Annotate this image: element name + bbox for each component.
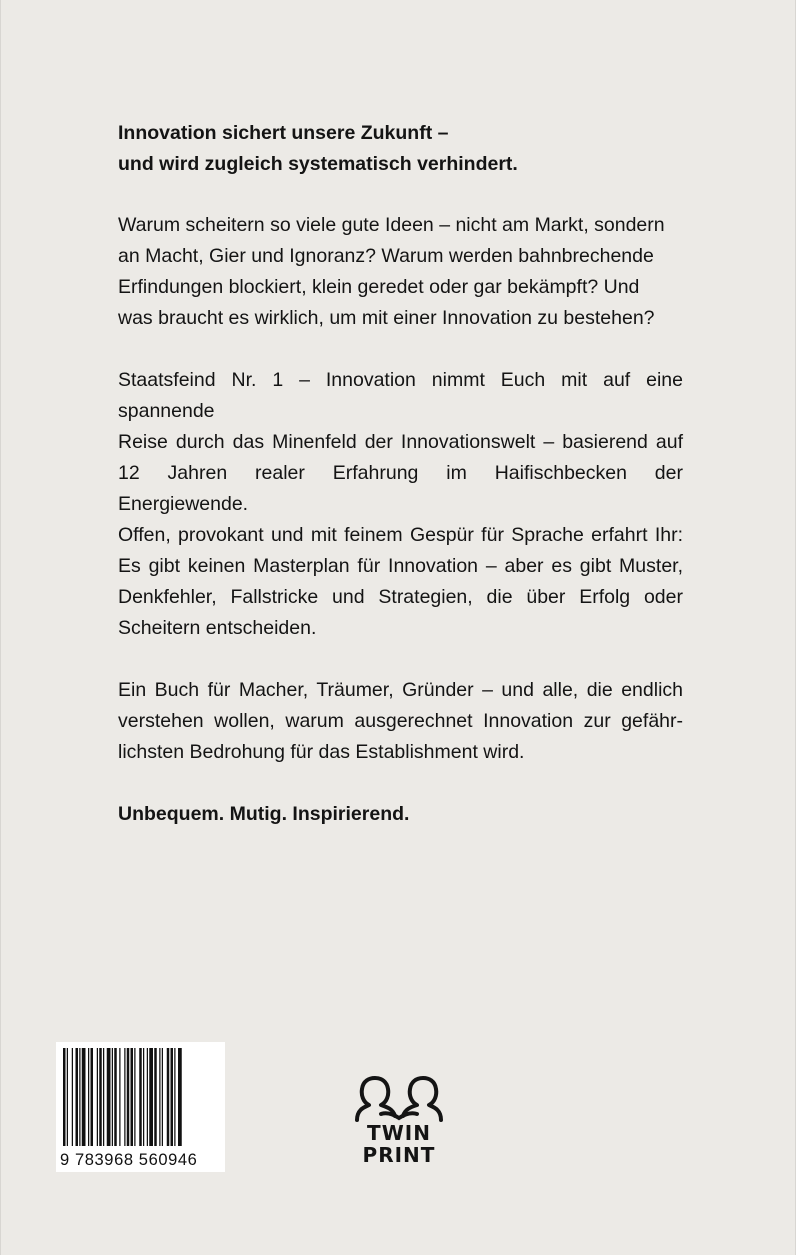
blurb (118, 118, 683, 830)
paragraph-line: Warum scheitern so viele gute Ideen – nicht am Markt, sondern (118, 214, 665, 236)
paragraph-line: Offen, provokant und mit feinem Gespür für Sprache erfahrt Ihr: (118, 524, 683, 546)
paragraph-2 (118, 365, 683, 644)
barcode-bar (99, 1048, 102, 1146)
barcode-bar (112, 1048, 113, 1146)
barcode-bar (67, 1048, 68, 1146)
barcode-bar (143, 1048, 144, 1146)
barcode-bar (154, 1048, 157, 1146)
barcode-bar (91, 1048, 94, 1146)
paragraph-line: Scheitern entscheiden. (118, 617, 317, 639)
paragraph-line: Denkfehler, Fallstricke und Strategien, die über Erfolg oder (118, 586, 683, 608)
barcode-bar (139, 1048, 142, 1146)
paragraph-line: was braucht es wirklich, um mit einer Innovation zu bestehen? (118, 307, 655, 329)
barcode-bar (72, 1048, 73, 1146)
publisher-name-line-1: TWIN (367, 1121, 431, 1145)
barcode-bar (76, 1048, 79, 1146)
paragraph-line: an Macht, Gier und Ignoranz? Warum werden bahnbrechende (118, 245, 654, 267)
paragraph-line: Es gibt keinen Masterplan für Innovation – aber es gibt Muster, (118, 555, 683, 577)
barcode-bar (79, 1048, 80, 1146)
barcode-bars (62, 1048, 219, 1146)
barcode-bar (107, 1048, 111, 1146)
barcode-bar (159, 1048, 160, 1146)
paragraph-line: Erfindungen blockiert, klein geredet oder gar bekämpft? Und (118, 276, 640, 298)
barcode-bar (149, 1048, 153, 1146)
barcode-bar (147, 1048, 148, 1146)
paragraph-1 (118, 210, 683, 334)
publisher-name-line-2: PRINT (362, 1143, 436, 1167)
barcode-bar (171, 1048, 174, 1146)
barcode-bar (103, 1048, 104, 1146)
barcode-bar (82, 1048, 86, 1146)
paragraph-line: verstehen wollen, warum ausgerechnet Innovation zur gefähr- (118, 710, 683, 732)
tagline: Unbequem. Mutig. Inspirierend. (118, 803, 410, 825)
isbn-number: 9 783968 560946 (60, 1151, 198, 1169)
paragraph-line: Staatsfeind Nr. 1 – Innovation nimmt Euch mit auf eine spannende (118, 369, 683, 422)
barcode-bar (174, 1048, 175, 1146)
paragraph-line: Reise durch das Minenfeld der Innovationswelt – basierend auf (118, 431, 683, 453)
twin-faces-icon (351, 1076, 447, 1122)
barcode-bar (88, 1048, 89, 1146)
barcode-bar (162, 1048, 163, 1146)
barcode-bar (63, 1048, 66, 1146)
headline-line-2: und wird zugleich systematisch verhindert. (118, 153, 518, 175)
isbn-barcode (56, 1042, 225, 1172)
barcode-bar (97, 1048, 98, 1146)
publisher-logo (351, 1076, 447, 1176)
paragraph-line: 12 Jahren realer Erfahrung im Haifischbecken der Energiewende. (118, 462, 683, 515)
headline (118, 118, 683, 180)
barcode-bar (167, 1048, 170, 1146)
barcode-bar (124, 1048, 125, 1146)
barcode-bar (131, 1048, 134, 1146)
barcode-bar (178, 1048, 182, 1146)
paragraph-3 (118, 675, 683, 768)
headline-line-1: Innovation sichert unsere Zukunft – (118, 122, 449, 144)
barcode-bar (127, 1048, 130, 1146)
barcode-bar (119, 1048, 120, 1146)
paragraph-line: lichsten Bedrohung für das Establishment wird. (118, 741, 525, 763)
barcode-bar (134, 1048, 135, 1146)
barcode-bar (114, 1048, 117, 1146)
paragraph-line: Ein Buch für Macher, Träumer, Gründer – und alle, die endlich (118, 679, 683, 701)
